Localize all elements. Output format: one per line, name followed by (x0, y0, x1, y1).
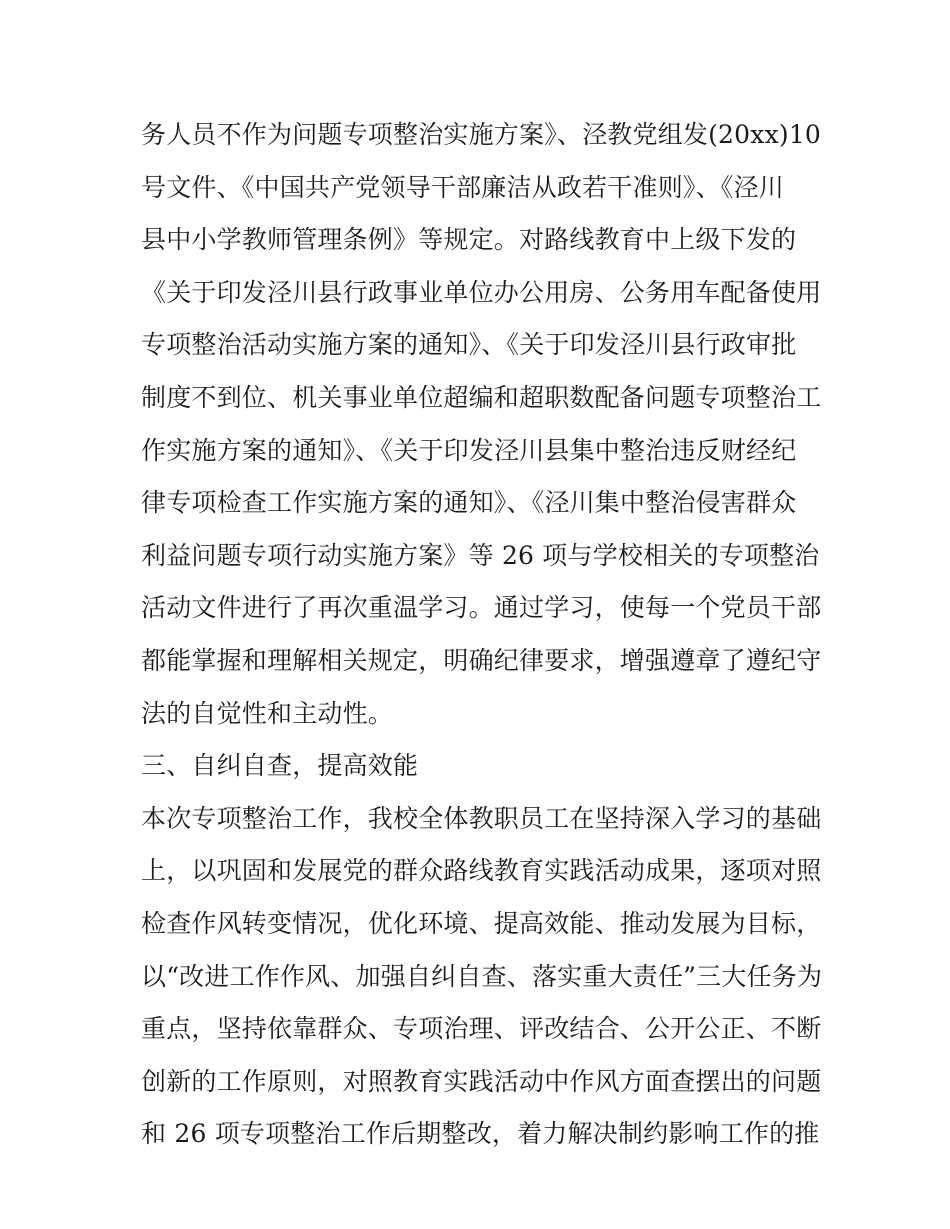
text-line: 以“改进工作作风、加强自纠自查、落实重大责任”三大任务为 (141, 961, 823, 991)
text-line: 县中小学教师管理条例》等规定。对路线教育中上级下发的 (141, 225, 797, 255)
text-line: 《关于印发泾川县行政事业单位办公用房、公务用车配备使用 (141, 277, 822, 307)
text-line: 活动文件进行了再次重温学习。通过学习，使每一个党员干部 (141, 593, 822, 623)
text-line: 务人员不作为问题专项整治实施方案》、泾教党组发(20xx)10 (141, 120, 822, 149)
section-heading: 三、自纠自查，提高效能 (141, 751, 419, 781)
text-line: 专项整治活动实施方案的通知》、《关于印发泾川县行政审批 (141, 330, 797, 360)
text-line: 作实施方案的通知》、《关于印发泾川县集中整治违反财经纪 (141, 435, 797, 465)
text-line: 都能掌握和理解相关规定，明确纪律要求，增强遵章了遵纪守 (141, 645, 822, 675)
text-line: 制度不到位、机关事业单位超编和超职数配备问题专项整治工 (141, 382, 822, 412)
text-line: 法的自觉性和主动性。 (141, 698, 394, 728)
text-line: 检查作风转变情况，优化环境、提高效能、推动发展为目标， (141, 908, 822, 938)
text-line: 创新的工作原则，对照教育实践活动中作风方面查摆出的问题 (141, 1066, 822, 1096)
text-line: 本次专项整治工作，我校全体教职员工在坚持深入学习的基础 (141, 803, 822, 833)
text-line: 号文件、《中国共产党领导干部廉洁从政若干准则》、《泾川 (141, 172, 784, 202)
text-line: 律专项检查工作实施方案的通知》、《泾川集中整治侵害群众 (141, 488, 797, 518)
body-text (141, 109, 821, 1161)
text-line: 重点，坚持依靠群众、专项治理、评改结合、公开公正、不断 (141, 1014, 822, 1044)
text-line: 上，以巩固和发展党的群众路线教育实践活动成果，逐项对照 (141, 856, 822, 886)
text-line: 和 26 项专项整治工作后期整改，着力解决制约影响工作的推 (141, 1119, 820, 1149)
text-line: 利益问题专项行动实施方案》等 26 项与学校相关的专项整治 (141, 540, 820, 570)
